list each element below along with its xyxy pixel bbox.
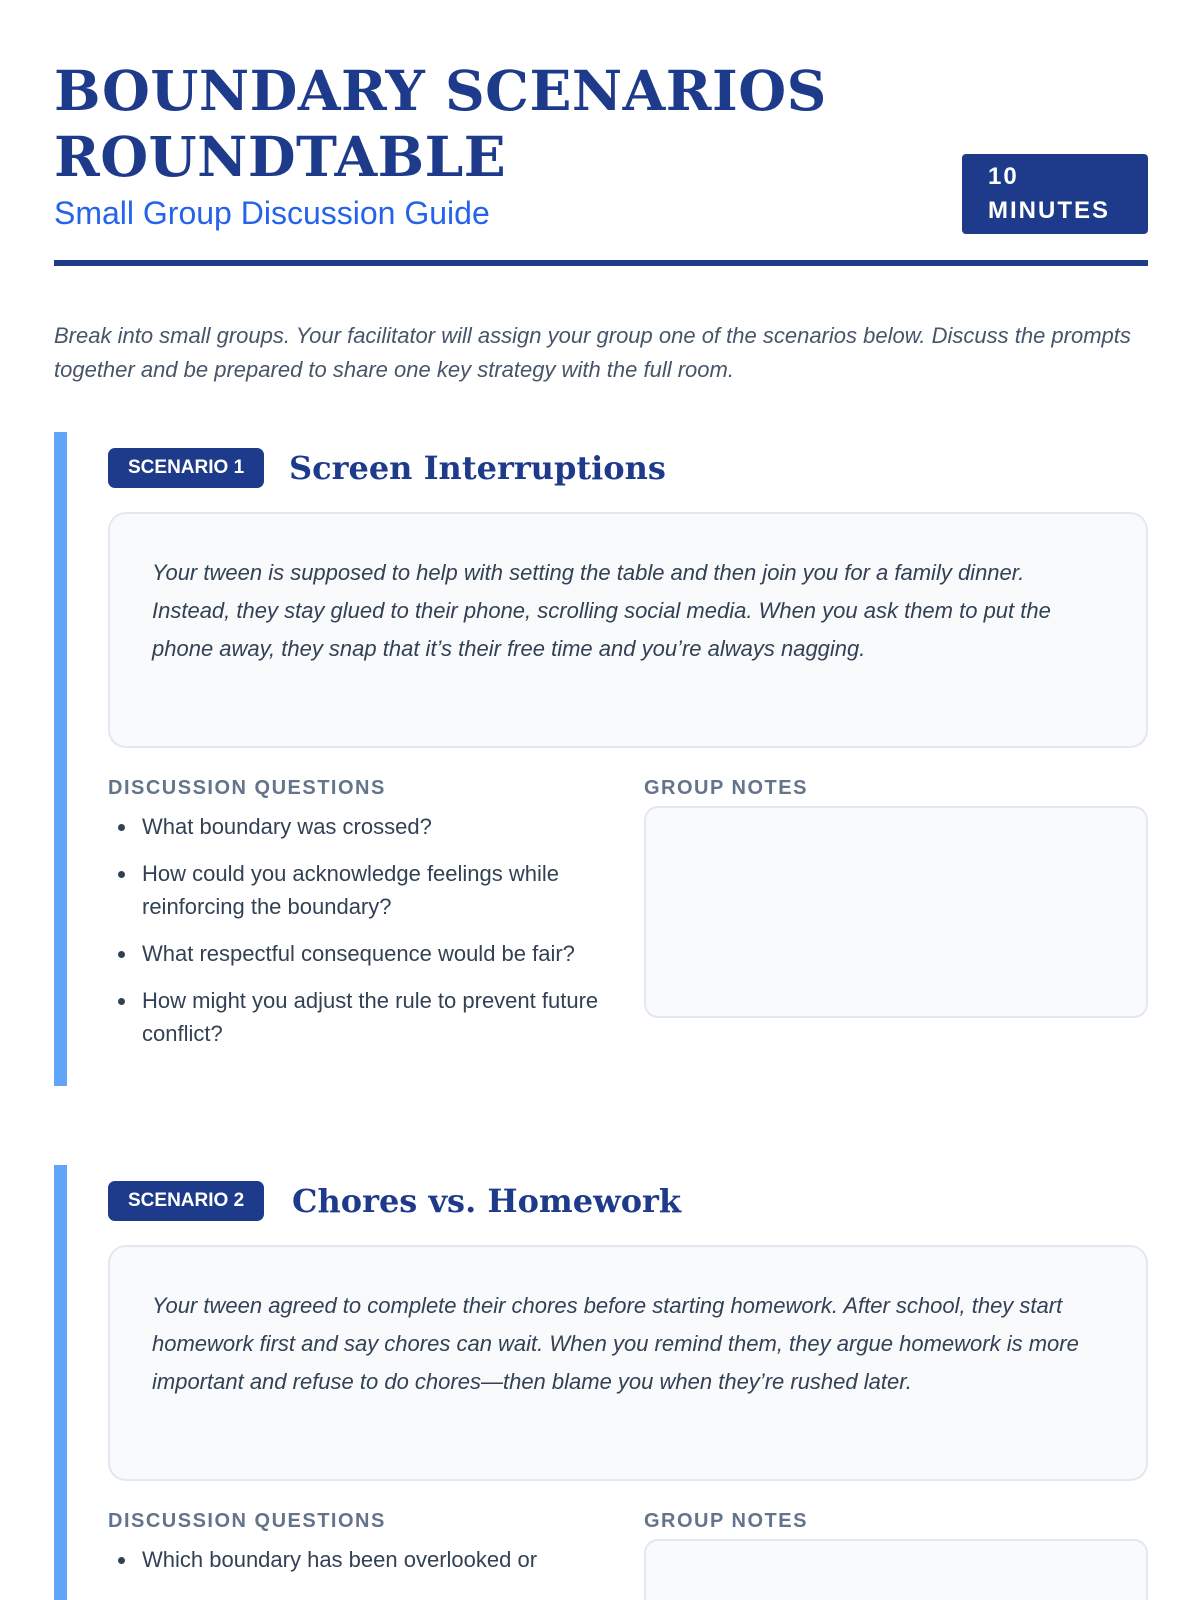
time-value: 10	[988, 163, 1019, 190]
list-item: How might you adjust the rule to prevent future conflict?	[108, 984, 608, 1050]
discussion-questions-label: DISCUSSION QUESTIONS	[108, 1510, 386, 1532]
scenario-card-2	[54, 1165, 1148, 1600]
group-notes-label: GROUP NOTES	[644, 777, 808, 799]
scenario-title: Chores vs. Homework	[292, 1182, 682, 1220]
title-line-2: ROUNDTABLE	[54, 124, 507, 189]
group-notes-field[interactable]	[644, 806, 1148, 1018]
list-item: Which boundary has been overlooked or	[108, 1543, 628, 1576]
scenario-description: Your tween agreed to complete their chores before starting homework. After school, they start homework first and say chores can wait. When you remind them, they argue homework is more important and refuse to do chores—then blame you when they’re rushed later.	[108, 1245, 1148, 1481]
intro-text: Break into small groups. Your facilitator will assign your group one of the scenarios below. Discuss the prompts together and be prepared to share one key strategy with the full room.	[54, 323, 1131, 382]
header-divider	[54, 260, 1148, 266]
discussion-questions-label: DISCUSSION QUESTIONS	[108, 777, 386, 799]
time-badge	[962, 154, 1148, 234]
scenario-title: Screen Interruptions	[289, 449, 666, 487]
guide-header	[54, 0, 1148, 268]
list-item: What boundary was crossed?	[108, 810, 608, 843]
list-item: How could you acknowledge feelings while reinforcing the boundary?	[108, 857, 608, 923]
group-notes-field[interactable]	[644, 1539, 1148, 1600]
scenario-accent-bar	[54, 1165, 67, 1600]
title-line-1: BOUNDARY SCENARIOS	[54, 58, 827, 123]
discussion-guide-page	[54, 0, 1148, 1572]
scenario-tag: SCENARIO 1	[108, 448, 264, 488]
scenario-description: Your tween is supposed to help with setting the table and then join you for a family dinner. Instead, they stay glued to their phone, scrolling social media. When you ask them to put the phone away, they snap that it’s their free time and you’re always nagging.	[108, 512, 1148, 748]
page-title	[54, 58, 954, 190]
group-notes-label: GROUP NOTES	[644, 1510, 808, 1532]
discussion-questions-list	[108, 810, 608, 1064]
discussion-questions-list	[108, 1543, 628, 1590]
scenario-tag: SCENARIO 2	[108, 1181, 264, 1221]
page-subtitle: Small Group Discussion Guide	[54, 195, 490, 231]
time-unit: MINUTES	[988, 197, 1110, 224]
scenario-accent-bar	[54, 432, 67, 1086]
list-item: What respectful consequence would be fair?	[108, 937, 608, 970]
scenario-card-1	[54, 432, 1148, 1086]
